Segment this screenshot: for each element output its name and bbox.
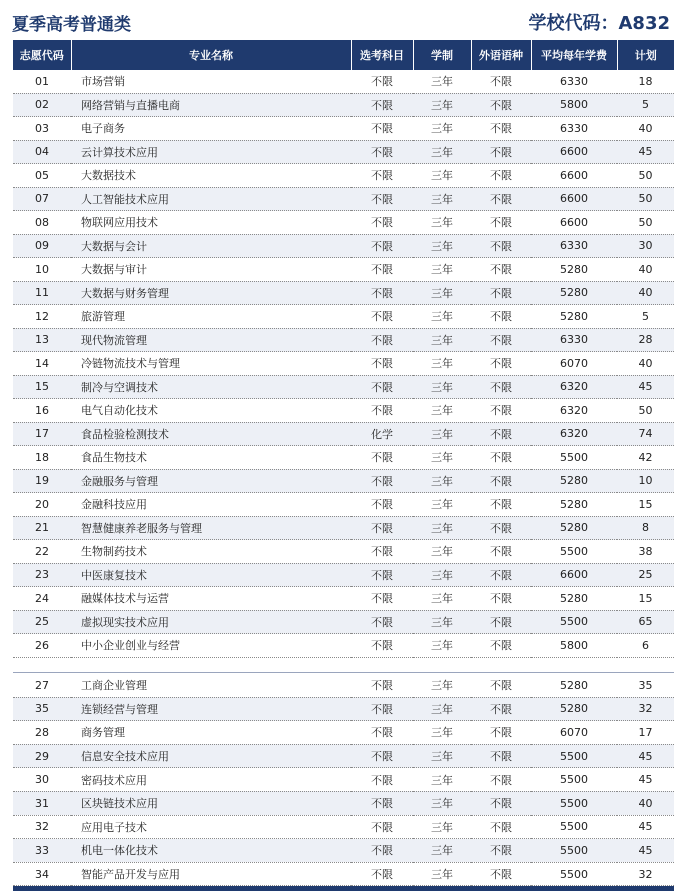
- cell-years: 三年: [413, 164, 471, 188]
- cell-code: 08: [13, 211, 71, 235]
- cell-years: 三年: [413, 862, 471, 886]
- cell-fee: 6320: [531, 375, 617, 399]
- column-header-years: 学制: [413, 40, 471, 70]
- cell-major-name: 食品检验检测技术: [71, 422, 351, 446]
- cell-code: 04: [13, 140, 71, 164]
- cell-years: 三年: [413, 422, 471, 446]
- cell-major-name: 应用电子技术: [71, 815, 351, 839]
- cell-subject: 不限: [351, 305, 413, 329]
- cell-code: 18: [13, 446, 71, 470]
- cell-language: 不限: [471, 305, 531, 329]
- cell-code: 32: [13, 815, 71, 839]
- cell-years: 三年: [413, 469, 471, 493]
- cell-subject: 不限: [351, 697, 413, 721]
- cell-years: 三年: [413, 399, 471, 423]
- cell-years: 三年: [413, 768, 471, 792]
- cell-subject: 不限: [351, 862, 413, 886]
- table-row: [13, 93, 674, 117]
- cell-language: 不限: [471, 352, 531, 376]
- cell-subject: 不限: [351, 281, 413, 305]
- cell-plan: 30: [617, 234, 674, 258]
- cell-years: 三年: [413, 187, 471, 211]
- cell-subject: 不限: [351, 540, 413, 564]
- cell-code: 33: [13, 839, 71, 863]
- table-row: [13, 469, 674, 493]
- cell-years: 三年: [413, 697, 471, 721]
- cell-major-name: 人工智能技术应用: [71, 187, 351, 211]
- cell-code: 23: [13, 563, 71, 587]
- cell-code: 15: [13, 375, 71, 399]
- table-row: [13, 634, 674, 658]
- table-row: [13, 352, 674, 376]
- table-row: [13, 446, 674, 470]
- cell-language: 不限: [471, 839, 531, 863]
- cell-plan: 5: [617, 93, 674, 117]
- cell-years: 三年: [413, 791, 471, 815]
- cell-plan: 50: [617, 211, 674, 235]
- cell-fee: 5280: [531, 258, 617, 282]
- cell-subject: 不限: [351, 768, 413, 792]
- cell-plan: 15: [617, 587, 674, 611]
- cell-code: 35: [13, 697, 71, 721]
- cell-plan: 10: [617, 469, 674, 493]
- cell-code: 31: [13, 791, 71, 815]
- cell-code: 21: [13, 516, 71, 540]
- cell-plan: 40: [617, 258, 674, 282]
- column-header-subject: 选考科目: [351, 40, 413, 70]
- cell-code: 02: [13, 93, 71, 117]
- cell-subject: 不限: [351, 721, 413, 745]
- cell-years: 三年: [413, 117, 471, 141]
- cell-code: 03: [13, 117, 71, 141]
- cell-fee: 5280: [531, 281, 617, 305]
- cell-years: 三年: [413, 258, 471, 282]
- cell-subject: 不限: [351, 791, 413, 815]
- cell-fee: 5280: [531, 697, 617, 721]
- cell-years: 三年: [413, 516, 471, 540]
- cell-years: 三年: [413, 211, 471, 235]
- cell-subject: 不限: [351, 258, 413, 282]
- table-row: [13, 862, 674, 886]
- cell-fee: 6600: [531, 211, 617, 235]
- cell-plan: 45: [617, 839, 674, 863]
- cell-code: 30: [13, 768, 71, 792]
- cell-code: 29: [13, 744, 71, 768]
- cell-major-name: 制冷与空调技术: [71, 375, 351, 399]
- cell-major-name: 金融科技应用: [71, 493, 351, 517]
- cell-fee: 5500: [531, 791, 617, 815]
- cell-fee: 6600: [531, 187, 617, 211]
- cell-years: 三年: [413, 305, 471, 329]
- cell-fee: 5500: [531, 862, 617, 886]
- cell-subject: 不限: [351, 211, 413, 235]
- cell-subject: 不限: [351, 140, 413, 164]
- cell-subject: 不限: [351, 375, 413, 399]
- cell-language: 不限: [471, 587, 531, 611]
- cell-plan: 18: [617, 70, 674, 93]
- cell-plan: 28: [617, 328, 674, 352]
- cell-subject: 不限: [351, 587, 413, 611]
- cell-plan: 45: [617, 815, 674, 839]
- page-title: 夏季高考普通类: [12, 15, 131, 35]
- page-header: [0, 0, 674, 40]
- cell-subject: 不限: [351, 839, 413, 863]
- cell-major-name: 虚拟现实技术应用: [71, 610, 351, 634]
- cell-language: 不限: [471, 187, 531, 211]
- cell-fee: 5280: [531, 587, 617, 611]
- cell-language: 不限: [471, 744, 531, 768]
- table-row: [13, 375, 674, 399]
- cell-subject: 不限: [351, 164, 413, 188]
- cell-major-name: 信息安全技术应用: [71, 744, 351, 768]
- cell-fee: 6070: [531, 721, 617, 745]
- table-row: [13, 305, 674, 329]
- table-row: [13, 516, 674, 540]
- cell-subject: 不限: [351, 399, 413, 423]
- cell-fee: 6600: [531, 140, 617, 164]
- cell-major-name: 机电一体化技术: [71, 839, 351, 863]
- cell-language: 不限: [471, 211, 531, 235]
- cell-subject: 不限: [351, 469, 413, 493]
- cell-plan: 50: [617, 399, 674, 423]
- cell-fee: 5500: [531, 839, 617, 863]
- cell-major-name: 网络营销与直播电商: [71, 93, 351, 117]
- cell-years: 三年: [413, 839, 471, 863]
- table-row: [13, 587, 674, 611]
- table-row: [13, 839, 674, 863]
- cell-plan: 5: [617, 305, 674, 329]
- cell-subject: 化学: [351, 422, 413, 446]
- cell-code: 16: [13, 399, 71, 423]
- cell-major-name: 大数据与财务管理: [71, 281, 351, 305]
- cell-fee: 5500: [531, 446, 617, 470]
- cell-language: 不限: [471, 469, 531, 493]
- cell-fee: 5500: [531, 610, 617, 634]
- cell-language: 不限: [471, 674, 531, 697]
- cell-plan: 40: [617, 281, 674, 305]
- table-row: [13, 234, 674, 258]
- cell-subject: 不限: [351, 234, 413, 258]
- cell-years: 三年: [413, 352, 471, 376]
- cell-years: 三年: [413, 540, 471, 564]
- cell-major-name: 大数据与审计: [71, 258, 351, 282]
- table-row: [13, 768, 674, 792]
- cell-fee: 6330: [531, 328, 617, 352]
- cell-major-name: 智慧健康养老服务与管理: [71, 516, 351, 540]
- cell-years: 三年: [413, 328, 471, 352]
- table-row: [13, 187, 674, 211]
- cell-years: 三年: [413, 375, 471, 399]
- cell-language: 不限: [471, 117, 531, 141]
- cell-major-name: 旅游管理: [71, 305, 351, 329]
- cell-fee: 6070: [531, 352, 617, 376]
- cell-language: 不限: [471, 164, 531, 188]
- bottom-bar: [13, 886, 674, 891]
- table-row: [13, 744, 674, 768]
- cell-plan: 45: [617, 375, 674, 399]
- cell-years: 三年: [413, 721, 471, 745]
- cell-plan: 15: [617, 493, 674, 517]
- cell-plan: 35: [617, 674, 674, 697]
- cell-major-name: 密码技术应用: [71, 768, 351, 792]
- cell-subject: 不限: [351, 493, 413, 517]
- cell-fee: 6330: [531, 117, 617, 141]
- cell-language: 不限: [471, 862, 531, 886]
- cell-years: 三年: [413, 446, 471, 470]
- table-row: [13, 70, 674, 93]
- cell-plan: 38: [617, 540, 674, 564]
- cell-subject: 不限: [351, 610, 413, 634]
- cell-subject: 不限: [351, 634, 413, 658]
- cell-fee: 5800: [531, 634, 617, 658]
- table-row: [13, 281, 674, 305]
- column-header-major: 专业名称: [71, 40, 351, 70]
- cell-plan: 45: [617, 140, 674, 164]
- table-row: [13, 721, 674, 745]
- cell-language: 不限: [471, 721, 531, 745]
- cell-fee: 6330: [531, 234, 617, 258]
- cell-fee: 5500: [531, 815, 617, 839]
- cell-years: 三年: [413, 70, 471, 93]
- table-row: [13, 117, 674, 141]
- cell-plan: 40: [617, 352, 674, 376]
- cell-plan: 6: [617, 634, 674, 658]
- cell-fee: 5500: [531, 744, 617, 768]
- cell-plan: 32: [617, 697, 674, 721]
- cell-plan: 8: [617, 516, 674, 540]
- cell-subject: 不限: [351, 563, 413, 587]
- cell-language: 不限: [471, 493, 531, 517]
- table-row: [13, 328, 674, 352]
- cell-subject: 不限: [351, 187, 413, 211]
- cell-code: 09: [13, 234, 71, 258]
- cell-language: 不限: [471, 281, 531, 305]
- cell-language: 不限: [471, 399, 531, 423]
- cell-years: 三年: [413, 674, 471, 697]
- cell-code: 22: [13, 540, 71, 564]
- cell-major-name: 大数据技术: [71, 164, 351, 188]
- cell-fee: 6320: [531, 422, 617, 446]
- cell-plan: 50: [617, 187, 674, 211]
- cell-subject: 不限: [351, 744, 413, 768]
- table-row: [13, 399, 674, 423]
- cell-major-name: 连锁经营与管理: [71, 697, 351, 721]
- cell-language: 不限: [471, 768, 531, 792]
- cell-code: 01: [13, 70, 71, 93]
- cell-language: 不限: [471, 516, 531, 540]
- cell-years: 三年: [413, 744, 471, 768]
- cell-subject: 不限: [351, 93, 413, 117]
- cell-language: 不限: [471, 70, 531, 93]
- cell-language: 不限: [471, 563, 531, 587]
- cell-code: 19: [13, 469, 71, 493]
- cell-years: 三年: [413, 634, 471, 658]
- table-row: [13, 422, 674, 446]
- cell-subject: 不限: [351, 352, 413, 376]
- cell-plan: 17: [617, 721, 674, 745]
- cell-fee: 5280: [531, 469, 617, 493]
- cell-language: 不限: [471, 446, 531, 470]
- cell-language: 不限: [471, 540, 531, 564]
- cell-code: 24: [13, 587, 71, 611]
- cell-subject: 不限: [351, 815, 413, 839]
- cell-language: 不限: [471, 634, 531, 658]
- cell-code: 05: [13, 164, 71, 188]
- cell-code: 28: [13, 721, 71, 745]
- column-header-code: 志愿代码: [13, 40, 71, 70]
- cell-code: 25: [13, 610, 71, 634]
- cell-subject: 不限: [351, 117, 413, 141]
- cell-language: 不限: [471, 610, 531, 634]
- cell-plan: 45: [617, 744, 674, 768]
- cell-major-name: 云计算技术应用: [71, 140, 351, 164]
- cell-plan: 32: [617, 862, 674, 886]
- table-row: [13, 815, 674, 839]
- cell-years: 三年: [413, 140, 471, 164]
- cell-language: 不限: [471, 140, 531, 164]
- cell-years: 三年: [413, 281, 471, 305]
- cell-major-name: 冷链物流技术与管理: [71, 352, 351, 376]
- cell-major-name: 融媒体技术与运营: [71, 587, 351, 611]
- cell-language: 不限: [471, 93, 531, 117]
- cell-plan: 40: [617, 117, 674, 141]
- cell-plan: 25: [617, 563, 674, 587]
- cell-major-name: 区块链技术应用: [71, 791, 351, 815]
- cell-major-name: 大数据与会计: [71, 234, 351, 258]
- cell-fee: 5800: [531, 93, 617, 117]
- cell-years: 三年: [413, 815, 471, 839]
- cell-language: 不限: [471, 697, 531, 721]
- cell-code: 27: [13, 674, 71, 697]
- cell-code: 07: [13, 187, 71, 211]
- cell-language: 不限: [471, 234, 531, 258]
- cell-subject: 不限: [351, 674, 413, 697]
- cell-code: 17: [13, 422, 71, 446]
- cell-major-name: 金融服务与管理: [71, 469, 351, 493]
- cell-major-name: 电气自动化技术: [71, 399, 351, 423]
- cell-code: 20: [13, 493, 71, 517]
- cell-plan: 50: [617, 164, 674, 188]
- cell-fee: 6600: [531, 164, 617, 188]
- table-row: [13, 258, 674, 282]
- cell-code: 26: [13, 634, 71, 658]
- cell-years: 三年: [413, 234, 471, 258]
- table-row: [13, 164, 674, 188]
- divider: [13, 672, 674, 673]
- school-code: 学校代码：A832: [528, 13, 670, 34]
- cell-fee: 5280: [531, 674, 617, 697]
- cell-major-name: 市场营销: [71, 70, 351, 93]
- cell-plan: 65: [617, 610, 674, 634]
- table-row: [13, 610, 674, 634]
- table-row: [13, 493, 674, 517]
- cell-language: 不限: [471, 328, 531, 352]
- cell-fee: 6600: [531, 563, 617, 587]
- cell-fee: 5280: [531, 493, 617, 517]
- table-row: [13, 563, 674, 587]
- column-header-fee: 平均每年学费: [531, 40, 617, 70]
- table-row: [13, 540, 674, 564]
- cell-major-name: 中小企业创业与经营: [71, 634, 351, 658]
- cell-major-name: 工商企业管理: [71, 674, 351, 697]
- cell-subject: 不限: [351, 446, 413, 470]
- cell-years: 三年: [413, 563, 471, 587]
- majors-table-continued: [13, 674, 674, 886]
- cell-fee: 6320: [531, 399, 617, 423]
- cell-plan: 42: [617, 446, 674, 470]
- cell-years: 三年: [413, 93, 471, 117]
- cell-major-name: 现代物流管理: [71, 328, 351, 352]
- cell-subject: 不限: [351, 328, 413, 352]
- cell-code: 14: [13, 352, 71, 376]
- cell-language: 不限: [471, 258, 531, 282]
- cell-language: 不限: [471, 815, 531, 839]
- cell-code: 34: [13, 862, 71, 886]
- cell-fee: 5280: [531, 516, 617, 540]
- cell-major-name: 商务管理: [71, 721, 351, 745]
- cell-subject: 不限: [351, 516, 413, 540]
- cell-years: 三年: [413, 610, 471, 634]
- cell-major-name: 电子商务: [71, 117, 351, 141]
- cell-subject: 不限: [351, 70, 413, 93]
- cell-years: 三年: [413, 493, 471, 517]
- cell-code: 13: [13, 328, 71, 352]
- cell-code: 11: [13, 281, 71, 305]
- table-row: [13, 674, 674, 697]
- cell-language: 不限: [471, 375, 531, 399]
- cell-major-name: 物联网应用技术: [71, 211, 351, 235]
- cell-years: 三年: [413, 587, 471, 611]
- cell-fee: 5280: [531, 305, 617, 329]
- cell-plan: 45: [617, 768, 674, 792]
- cell-plan: 74: [617, 422, 674, 446]
- cell-fee: 5500: [531, 768, 617, 792]
- cell-code: 12: [13, 305, 71, 329]
- cell-fee: 6330: [531, 70, 617, 93]
- cell-language: 不限: [471, 422, 531, 446]
- column-header-plan: 计划: [617, 40, 674, 70]
- table-row: [13, 697, 674, 721]
- cell-major-name: 生物制药技术: [71, 540, 351, 564]
- cell-language: 不限: [471, 791, 531, 815]
- cell-plan: 40: [617, 791, 674, 815]
- table-row: [13, 211, 674, 235]
- majors-table: [13, 40, 674, 658]
- cell-major-name: 中医康复技术: [71, 563, 351, 587]
- table-row: [13, 791, 674, 815]
- cell-fee: 5500: [531, 540, 617, 564]
- cell-major-name: 食品生物技术: [71, 446, 351, 470]
- table-header-row: [13, 40, 674, 70]
- column-header-language: 外语语种: [471, 40, 531, 70]
- table-row: [13, 140, 674, 164]
- cell-code: 10: [13, 258, 71, 282]
- cell-major-name: 智能产品开发与应用: [71, 862, 351, 886]
